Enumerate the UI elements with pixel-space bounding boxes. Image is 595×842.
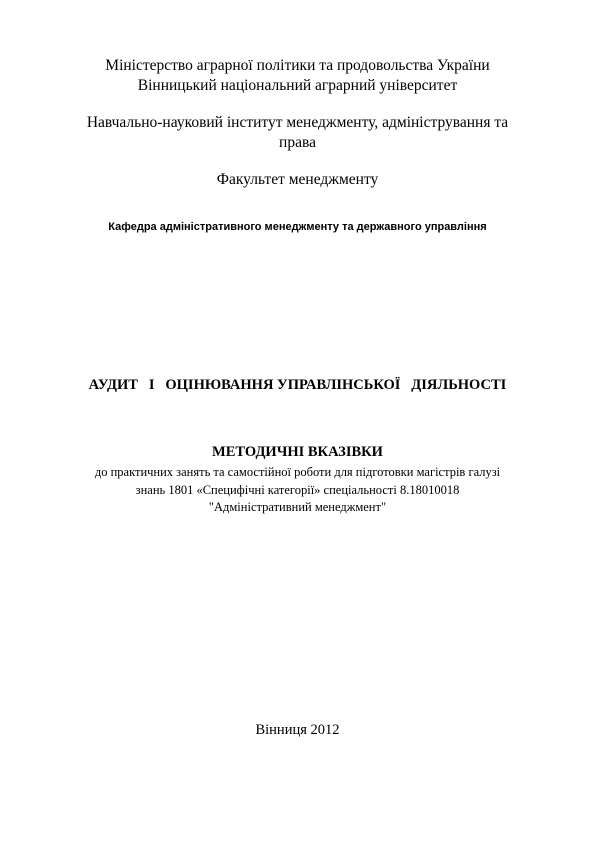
guidelines-desc-line-1: до практичних занять та самостійної роботи для підготовки магістрів галузі bbox=[94, 465, 501, 479]
institute-line-1: Навчально-науковий інститут менеджменту, адміністрування та bbox=[86, 114, 509, 131]
institute-line-2: права bbox=[279, 134, 316, 151]
city-year: Вінниця 2012 bbox=[255, 722, 340, 738]
document-title: АУДИТ І ОЦІНЮВАННЯ УПРАВЛІНСЬКОЇ ДІЯЛЬНОСТІ bbox=[88, 377, 507, 393]
ministry-line: Міністерство аграрної політики та продовольства України bbox=[105, 57, 490, 74]
university-line: Вінницький національний аграрний університет bbox=[137, 77, 458, 94]
guidelines-desc-line-2: знань 1801 «Специфічні категорії» спеціальності 8.18010018 bbox=[135, 483, 460, 497]
guidelines-desc-line-3: "Адміністративний менеджмент" bbox=[208, 500, 387, 514]
guidelines-heading: МЕТОДИЧНІ ВКАЗІВКИ bbox=[212, 444, 383, 460]
department-line: Кафедра адміністративного менеджменту та державного управління bbox=[108, 221, 487, 233]
faculty-line: Факультет менеджменту bbox=[216, 171, 379, 188]
